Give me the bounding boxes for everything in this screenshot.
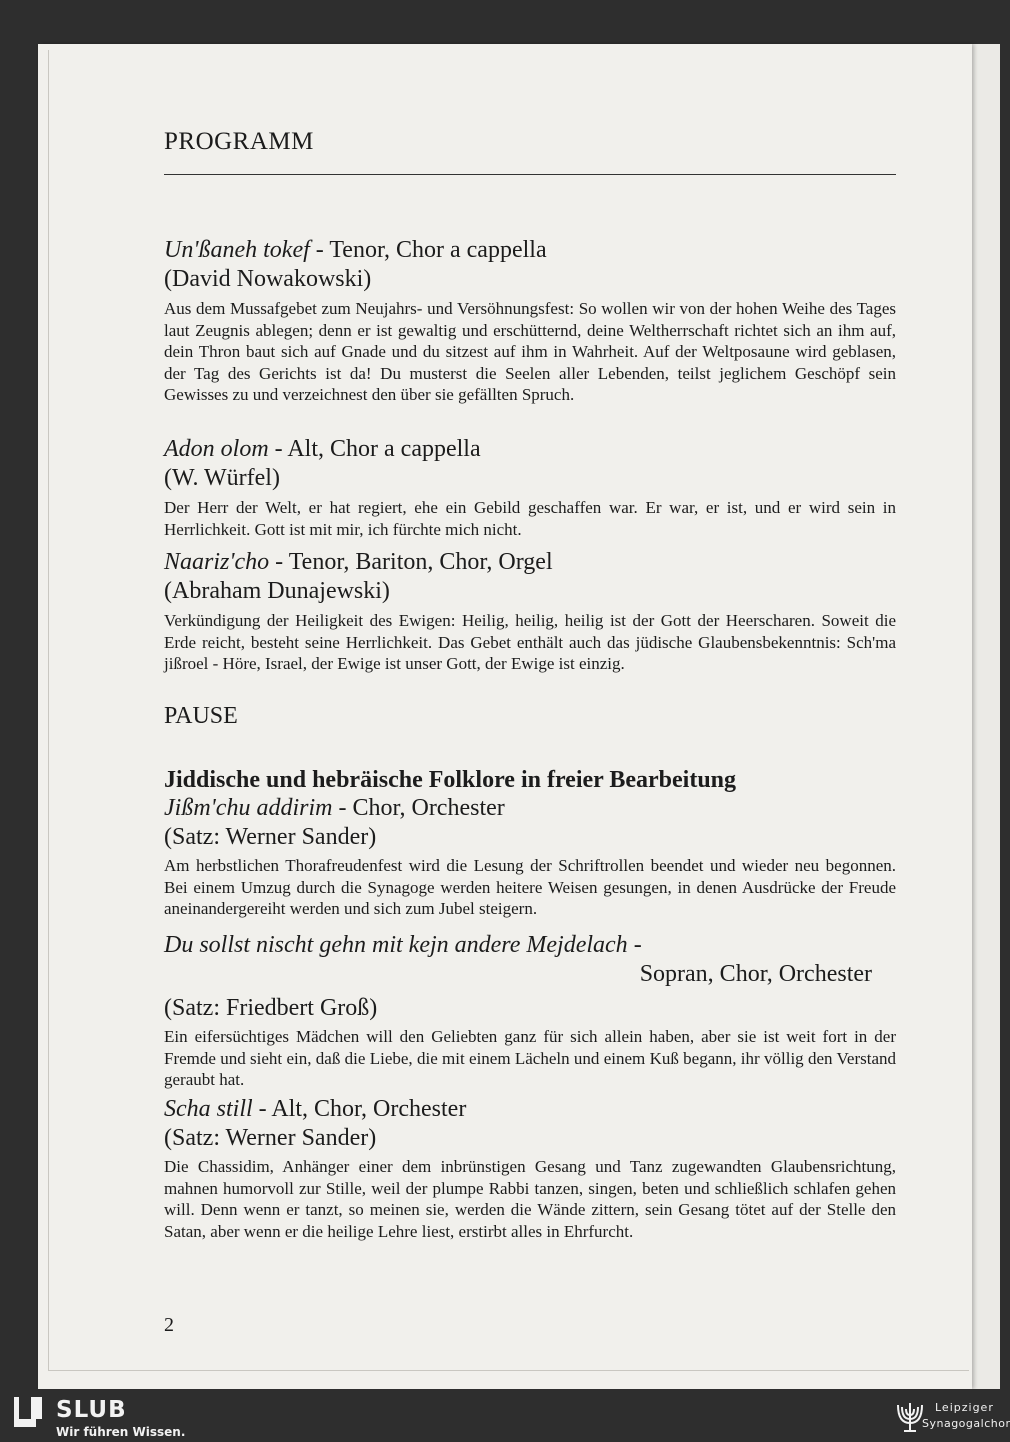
folklore-item (164, 1095, 896, 1242)
item-description: Der Herr der Welt, er hat regiert, ehe ein Gebild geschaffen war. Er war, er ist, und er wird sein in Herrlichkeit. Gott ist mit mir, ich fürchte mich nicht. (164, 498, 896, 539)
item-credit: (Satz: Werner Sander) (164, 1125, 377, 1151)
menorah-logo-icon (895, 1399, 925, 1433)
item-title: Scha still - Alt, Chor, Orchester (164, 1096, 467, 1122)
program-item (164, 435, 896, 540)
item-title: Adon olom - Alt, Chor a cappella (164, 436, 481, 462)
item-description: Ein eifersüchtiges Mädchen will den Geliebten ganz für sich allein haben, aber sie ist weit fort in der Fremde und sieht ein, daß die Liebe, die mit einem Lächeln und einem Kuß begann, ihr völlig den Verstand geraubt hat. (164, 1027, 896, 1089)
pause-heading: PAUSE (164, 703, 238, 729)
viewer-footer (0, 1389, 1010, 1442)
choir-name-line2: Synagogalchor (922, 1417, 1010, 1430)
library-tagline: Wir führen Wissen. (56, 1425, 186, 1439)
item-credit: (Satz: Werner Sander) (164, 824, 377, 850)
item-description: Die Chassidim, Anhänger einer dem inbrünstigen Gesang und Tanz zugewandten Glaubensrichtung, mahnen humorvoll zur Stille, weil der plumpe Rabbi tanzen, singen, beten und schließlich schlafen gehen will. Denn wenn er tanzt, so meinen sie, werden die Wände zittern, sein Gesang tötet auf der Stelle den Satan, aber wenn er die heilige Lehre liest, erstirbt alles in Ehrfurcht. (164, 1157, 896, 1241)
slub-logo-icon[interactable] (14, 1397, 42, 1427)
item-title: Du sollst nischt gehn mit kejn andere Mejdelach - (164, 932, 642, 958)
item-title: Un'ßaneh tokef - Tenor, Chor a cappella (164, 237, 547, 263)
heading-rule (164, 174, 896, 175)
page-number: 2 (164, 1314, 174, 1336)
page-heading: PROGRAMM (164, 128, 896, 175)
item-credit: (David Nowakowski) (164, 266, 372, 292)
item-credit: (W. Würfel) (164, 465, 280, 491)
folklore-heading: Jiddische und hebräische Folklore in freier Bearbeitung (164, 767, 737, 793)
folklore-item (164, 931, 896, 1091)
folklore-item (164, 794, 896, 920)
item-description: Aus dem Mussafgebet zum Neujahrs- und Versöhnungsfest: So wollen wir von der hohen Weihe des Tages laut Zeugnis ablegen; denn er ist gewaltig und erschütternd, deine Weltherrschaft richtet sich an ihm auf, dein Thron baut sich auf Gnade und du sitzest auf ihm in Wahrheit. Auf der Weltposaune wird geblasen, der Tag des Gerichts ist da! Du musterst die Seelen aller Lebenden, teilst jeglichem Geschöpf sein Gewisses zu und verzeichnest den über sie gefällten Spruch. (164, 299, 896, 404)
library-name[interactable]: SLUB (56, 1397, 127, 1423)
choir-name-line1: Leipziger (935, 1401, 994, 1414)
program-item (164, 548, 896, 675)
page-frame (48, 50, 969, 1371)
program-page (38, 44, 972, 1389)
program-item (164, 236, 896, 406)
item-description: Am herbstlichen Thorafreudenfest wird die Lesung der Schriftrollen beendet und wieder neu begonnen. Bei einem Umzug durch die Synagoge werden heitere Weisen gesungen, in denen Ausdrücke der Freude aneinandergereiht werden und sich zum Jubel steigern. (164, 856, 896, 918)
item-title-continued: Sopran, Chor, Orchester (639, 961, 872, 987)
item-description: Verkündigung der Heiligkeit des Ewigen: Heilig, heilig, heilig ist der Gott der Heerscharen. Soweit die Erde reicht, besteht seine Herrlichkeit. Das Gebet enthält auch das jüdische Glaubensbekenntnis: Sch'ma jißroel - Höre, Israel, der Ewige ist unser Gott, der Ewige ist einzig. (164, 611, 896, 673)
item-title: Jißm'chu addirim - Chor, Orchester (164, 795, 505, 821)
item-title: Naariz'cho - Tenor, Bariton, Chor, Orgel (164, 549, 553, 575)
item-credit: (Satz: Friedbert Groß) (164, 995, 378, 1021)
item-credit: (Abraham Dunajewski) (164, 578, 390, 604)
